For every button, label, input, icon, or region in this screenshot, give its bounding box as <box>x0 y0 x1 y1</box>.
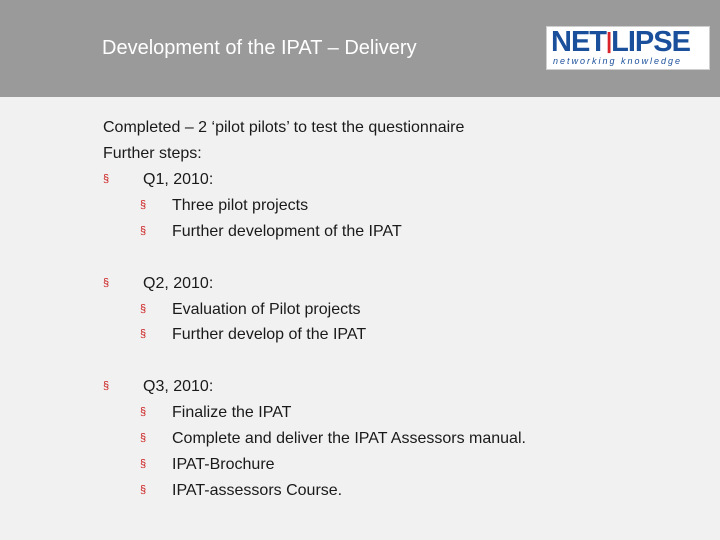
q1-item: Further development of the IPAT <box>172 223 402 240</box>
bullet-icon: § <box>140 484 147 496</box>
bullet-icon: § <box>140 458 147 470</box>
bullet-icon: § <box>140 406 147 418</box>
q2-label: Q2, 2010: <box>143 275 214 292</box>
netlipse-logo <box>546 26 710 70</box>
logo-tagline: networking knowledge <box>553 56 683 66</box>
intro-text: Completed – 2 ‘pilot pilots’ to test the questionnaire <box>103 119 465 136</box>
q3-item: Finalize the IPAT <box>172 404 292 421</box>
q1-item: Three pilot projects <box>172 197 309 214</box>
q3-item: Complete and deliver the IPAT Assessors manual. <box>172 430 526 447</box>
bullet-icon: § <box>140 225 147 237</box>
further-steps-heading: Further steps: <box>103 145 202 162</box>
q2-item: Evaluation of Pilot projects <box>172 301 361 318</box>
bullet-icon: § <box>140 432 147 444</box>
logo-wordmark: NET|LIPSE <box>551 26 690 58</box>
bullet-icon: § <box>140 303 147 315</box>
q2-item: Further develop of the IPAT <box>172 326 367 343</box>
q3-item: IPAT-assessors Course. <box>172 482 343 499</box>
q1-label: Q1, 2010: <box>143 171 214 188</box>
bullet-icon: § <box>103 380 110 392</box>
title-bar <box>0 0 720 97</box>
bullet-icon: § <box>140 328 147 340</box>
bullet-icon: § <box>103 277 110 289</box>
bullet-icon: § <box>103 173 110 185</box>
slide-title: Development of the IPAT – Delivery <box>102 37 417 59</box>
q3-item: IPAT-Brochure <box>172 456 275 473</box>
bullet-icon: § <box>140 199 147 211</box>
q3-label: Q3, 2010: <box>143 378 214 395</box>
